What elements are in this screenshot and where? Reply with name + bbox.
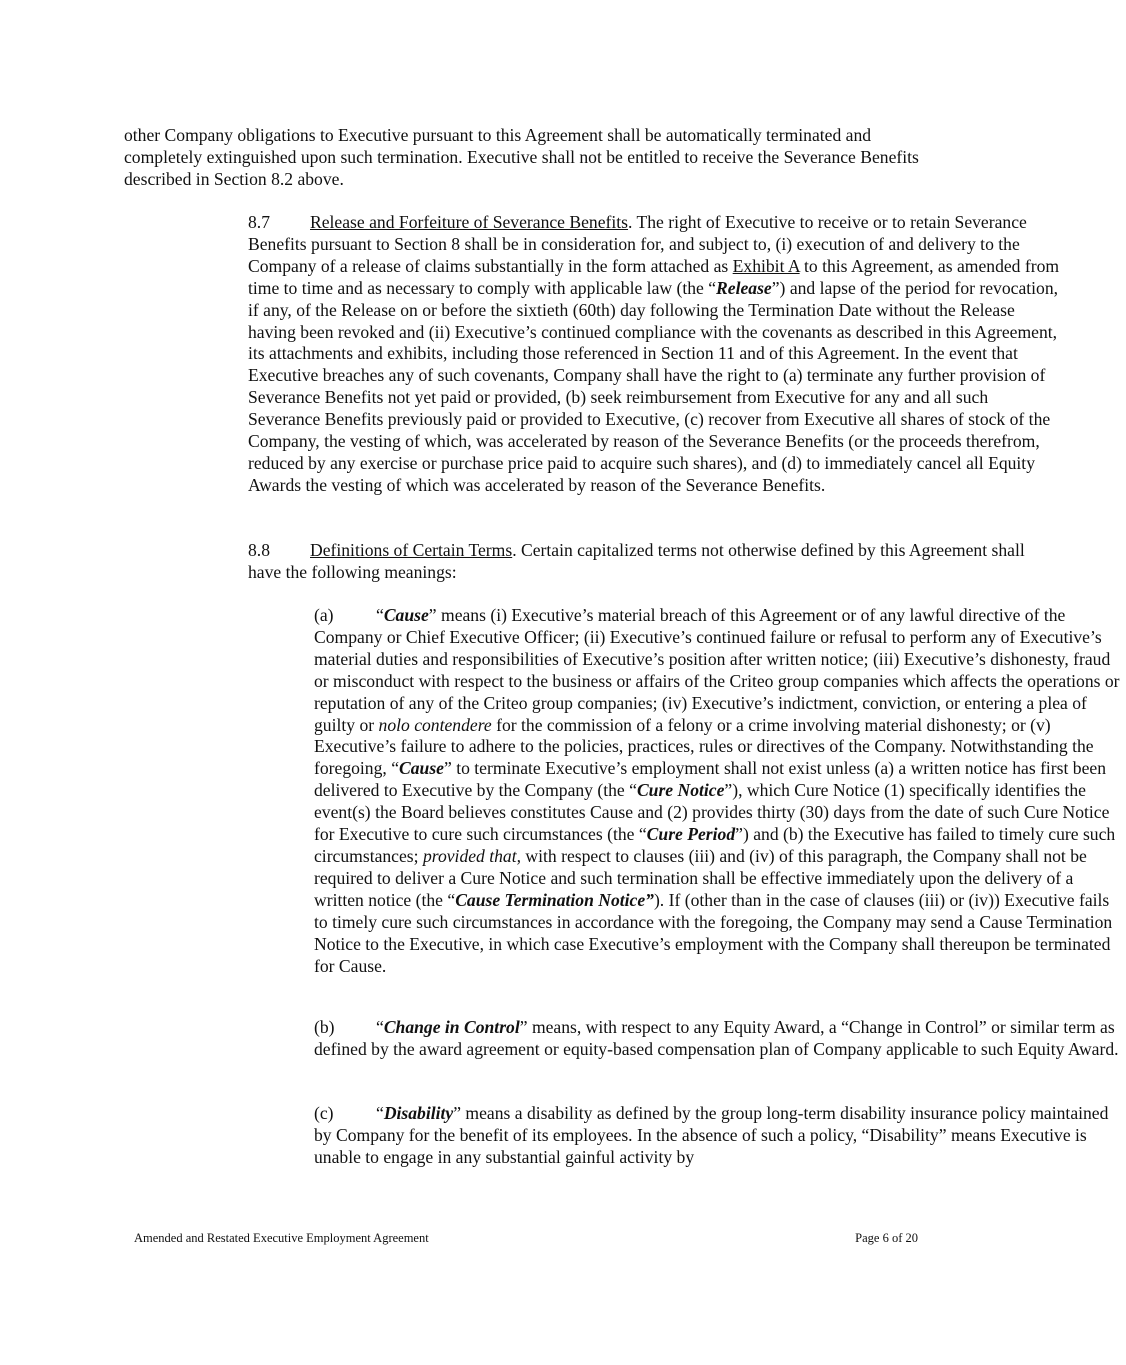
clause-number: (b) xyxy=(314,1017,335,1037)
section-heading: Definitions of Certain Terms xyxy=(310,540,513,560)
defined-term-cure-period: Cure Period xyxy=(646,824,736,845)
clause-text: with respect to clauses (iii) and (iv) of this paragraph, the Company shall not be required to deliver a Cure Notice and such termination shall be effective immediately upon the delivery of a written notice (the “ xyxy=(314,845,1087,910)
paragraph-text: other Company obligations to Executive pursuant to this Agreement shall be automatically terminated and completely extinguished upon such termination. Executive shall not be entitled to receive the Severance Benefits described in Section 8.2 above. xyxy=(124,125,919,189)
clause-number: (c) xyxy=(314,1103,334,1123)
defined-term-change-in-control: Change in Control xyxy=(383,1017,520,1037)
section-text: . The right of Executive to receive or to retain Severance Benefits pursuant to Section 8 shall be in consideration for, and subject to, (i) execution of and delivery to the Company of a release of claims substantially in the form attached as xyxy=(248,212,1027,276)
latin-phrase: nolo contendere xyxy=(378,714,492,735)
defined-term-release: Release xyxy=(716,277,772,298)
defined-term-cause: Cause xyxy=(383,605,429,625)
clause-text: ”), which Cure Notice (1) specifically identifies the event(s) the Board believes constitutes Cause and (2) provides thirty (30) days from the date of such Cure Notice for Executive to cure such circumstances (the “ xyxy=(314,780,1110,845)
paragraph-continuation xyxy=(124,125,936,191)
section-number: 8.7 xyxy=(248,212,270,232)
section-text: ”) and lapse of the period for revocation, if any, of the Release on or before the sixtieth (60th) day following the Termination Date without the Release having been revoked and (ii) Executive’s continued compliance with the covenants as described in this Agreement, its attachments and exhibits, including those referenced in Section 11 and of this Agreement. In the event that Executive breaches any of such covenants, Company shall have the right to (a) terminate any further provision of Severance Benefits not yet paid or provided, (b) seek reimbursement from Executive for any and all such Severance Benefits previously paid or provided to Executive, (c) recover from Executive all shares of stock of the Company, the vesting of which, was accelerated by reason of the Severance Benefits (or the proceeds therefrom, reduced by any exercise or purchase price paid to acquire such shares), and (d) to immediately cancel all Equity Awards the vesting of which was accelerated by reason of the Severance Benefits. xyxy=(248,277,1059,495)
clause-text: ). If (other than in the case of clauses (iii) or (iv)) Executive fails to timely cure such circumstances in accordance with the foregoing, the Company may send a Cause Termination Notice to the Executive, in which case Executive’s employment with the Company shall thereupon be terminated for Cause. xyxy=(314,889,1113,976)
quote-mark: “ xyxy=(376,1103,384,1123)
defined-term-cause: Cause xyxy=(399,758,444,779)
clause-number: (a) xyxy=(314,605,334,625)
exhibit-a-reference: Exhibit A xyxy=(732,255,800,276)
footer-page-number: Page 6 of 20 xyxy=(855,1231,918,1245)
section-heading: Release and Forfeiture of Severance Benefits xyxy=(310,212,629,232)
clause-text: ” means a disability as defined by the group long-term disability insurance policy maintained by Company for the benefit of its employees. In the absence of such a policy, “Disability” means Executive is unable to engage in any substantial gainful activity by xyxy=(314,1103,1109,1167)
clause-text: ” means (i) Executive’s material breach of this Agreement or of any lawful directive of the Company or Chief Executive Officer; (ii) Executive’s continued failure or refusal to perform any of Executive’s material duties and responsibilities of Executive’s position after written notice; (iii) Executive’s dishonesty, fraud or misconduct with respect to the business or affairs of the Criteo group companies which affects the operations or reputation of any of the Criteo group companies; (iv) Executive’s indictment, conviction, or entering a plea of guilty or xyxy=(314,605,1120,735)
quote-mark: “ xyxy=(376,605,384,625)
proviso-phrase: provided that, xyxy=(422,845,522,866)
clause-text: ” to terminate Executive’s employment shall not exist unless (a) a written notice has first been delivered to Executive by the Company (the “ xyxy=(314,758,1107,801)
definition-cause xyxy=(124,605,1126,977)
definition-change-in-control xyxy=(124,1017,1126,1061)
section-number: 8.8 xyxy=(248,540,270,560)
clause-text: ”) and (b) the Executive has failed to timely cure such circumstances; xyxy=(314,824,1116,866)
clause-text: ” means, with respect to any Equity Award, a “Change in Control” or similar term as defined by the award agreement or equity-based compensation plan of Company applicable to such Equity Award. xyxy=(314,1017,1119,1059)
section-text: . Certain capitalized terms not otherwise defined by this Agreement shall have the following meanings: xyxy=(248,540,1025,582)
quote-mark: “ xyxy=(376,1017,384,1037)
defined-term-disability: Disability xyxy=(383,1103,454,1123)
section-text: to this Agreement, as amended from time to time and as necessary to comply with applicable law (the “ xyxy=(248,255,1060,298)
section-8-8 xyxy=(124,540,1060,584)
defined-term-cure-notice: Cure Notice xyxy=(636,780,725,801)
definition-disability xyxy=(124,1103,1126,1169)
footer-document-title: Amended and Restated Executive Employment Agreement xyxy=(134,1231,429,1245)
clause-text: for the commission of a felony or a crime involving material dishonesty; or (v) Executive’s failure to adhere to the policies, practices, rules or directives of the Company. Notwithstanding the foregoing, “ xyxy=(314,714,1094,779)
section-8-7 xyxy=(124,212,1060,497)
defined-term-cause-termination-notice: Cause Termination Notice” xyxy=(455,889,654,910)
